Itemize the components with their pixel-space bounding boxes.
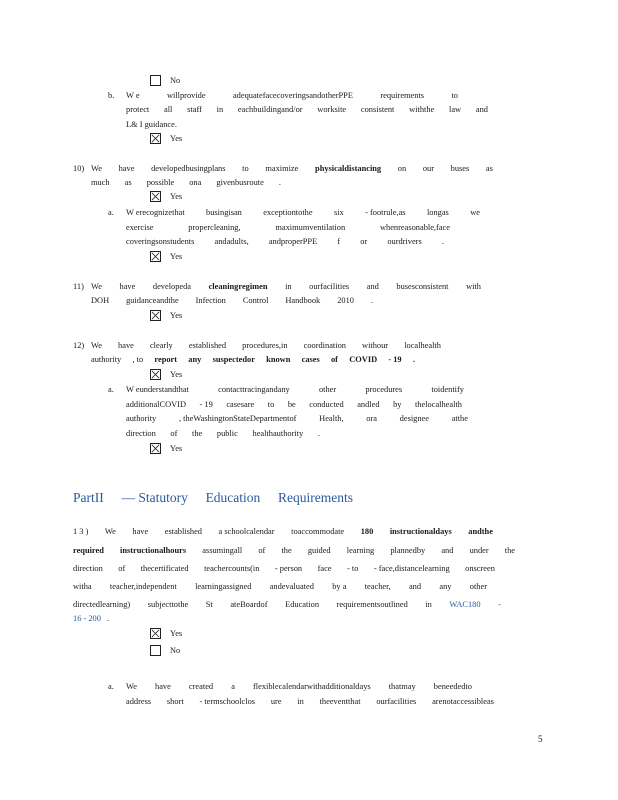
yes-label: Yes <box>170 252 183 261</box>
paragraph-line: W e willprovide adequatefacecoveringsandotherPPE requirements to <box>126 91 458 100</box>
item-marker: b. <box>108 91 115 100</box>
paragraph-line: We have clearly established procedures,in coordination withour localhealth <box>91 341 441 350</box>
question-number: 12) <box>73 341 85 350</box>
no-checkbox-q13[interactable] <box>150 645 161 656</box>
paragraph-line: authority , theWashingtonStateDepartmentof Health, ora designee atthe <box>126 414 468 423</box>
yes-checkbox-q10a[interactable] <box>150 251 161 262</box>
yes-checkbox-q12[interactable] <box>150 369 161 380</box>
question-number: 11) <box>73 282 84 291</box>
paragraph-line: We have developedbusingplans to maximize physicaldistancing on our buses as <box>91 164 493 173</box>
paragraph-line: protect all staff in eachbuildingand/or worksite consistent withthe law and <box>126 105 488 114</box>
no-label: No <box>170 76 181 85</box>
yes-label: Yes <box>170 444 183 453</box>
paragraph-line: directedlearning) subjecttothe St ateBoardof Education requirementsoutlined in WAC180 - <box>73 600 501 609</box>
paragraph-line: We have created a flexiblecalendarwithadditionaldays thatmay beneededto <box>126 682 472 691</box>
item-marker: a. <box>108 208 114 217</box>
section-heading: PartII — Statutory Education Requirements <box>73 490 353 505</box>
yes-checkbox-q11[interactable] <box>150 310 161 321</box>
yes-label: Yes <box>170 629 183 638</box>
no-checkbox-q9[interactable] <box>150 75 161 86</box>
yes-label: Yes <box>170 370 183 379</box>
paragraph-line: exercise propercleaning, maximumventilation whenreasonable,face <box>126 223 450 232</box>
paragraph-line: 16 - 200 . <box>73 614 110 623</box>
paragraph-line: We have developeda cleaningregimen in ourfacilities and busesconsistent with <box>91 282 481 291</box>
paragraph-line: direction of thecertificated teachercounts(in - person face - to - face,distancelearning onscreen <box>73 564 495 573</box>
paragraph-line: additionalCOVID - 19 casesare to be conducted andled by thelocalhealth <box>126 400 462 409</box>
paragraph-line: DOH guidanceandthe Infection Control Handbook 2010 . <box>91 296 373 305</box>
item-marker: a. <box>108 682 114 691</box>
paragraph-line: witha teacher,independent learningassigned andevaluated by a teacher, and any other <box>73 582 487 591</box>
yes-checkbox-q9b[interactable] <box>150 133 161 144</box>
yes-label: Yes <box>170 311 183 320</box>
yes-checkbox-q12a[interactable] <box>150 443 161 454</box>
page-number: 5 <box>538 734 543 744</box>
paragraph-line: L& I guidance. <box>126 120 177 129</box>
item-marker: a. <box>108 385 114 394</box>
yes-checkbox-q10[interactable] <box>150 191 161 202</box>
paragraph-line: required instructionalhours assumingall of the guided learning plannedby and under the <box>73 546 515 555</box>
paragraph-line: coveringsonstudents andadults, andproperPPE f or ourdrivers . <box>126 237 444 246</box>
yes-checkbox-q13[interactable] <box>150 628 161 639</box>
paragraph-line: authority , to report any suspectedor known cases of COVID - 19 . <box>91 355 415 364</box>
paragraph-line: W eunderstandthat contacttracingandany other procedures toidentify <box>126 385 464 394</box>
question-number: 10) <box>73 164 85 173</box>
wac-link-cont[interactable]: 16 - 200 <box>73 614 101 623</box>
wac-link[interactable]: WAC180 <box>449 600 481 609</box>
paragraph-line: address short - termschoolclos ure in theeventthat ourfacilities arenotaccessibleas <box>126 697 494 706</box>
yes-label: Yes <box>170 134 183 143</box>
yes-label: Yes <box>170 192 183 201</box>
no-label: No <box>170 646 181 655</box>
paragraph-line: W erecognizethat busingisan exceptiontothe six - footrule,as longas we <box>126 208 480 217</box>
paragraph-line: 1 3 ) We have established a schoolcalendar toaccommodate 180 instructionaldays andthe <box>73 527 493 536</box>
paragraph-line: much as possible ona givenbusroute . <box>91 178 281 187</box>
paragraph-line: direction of the public healthauthority . <box>126 429 320 438</box>
